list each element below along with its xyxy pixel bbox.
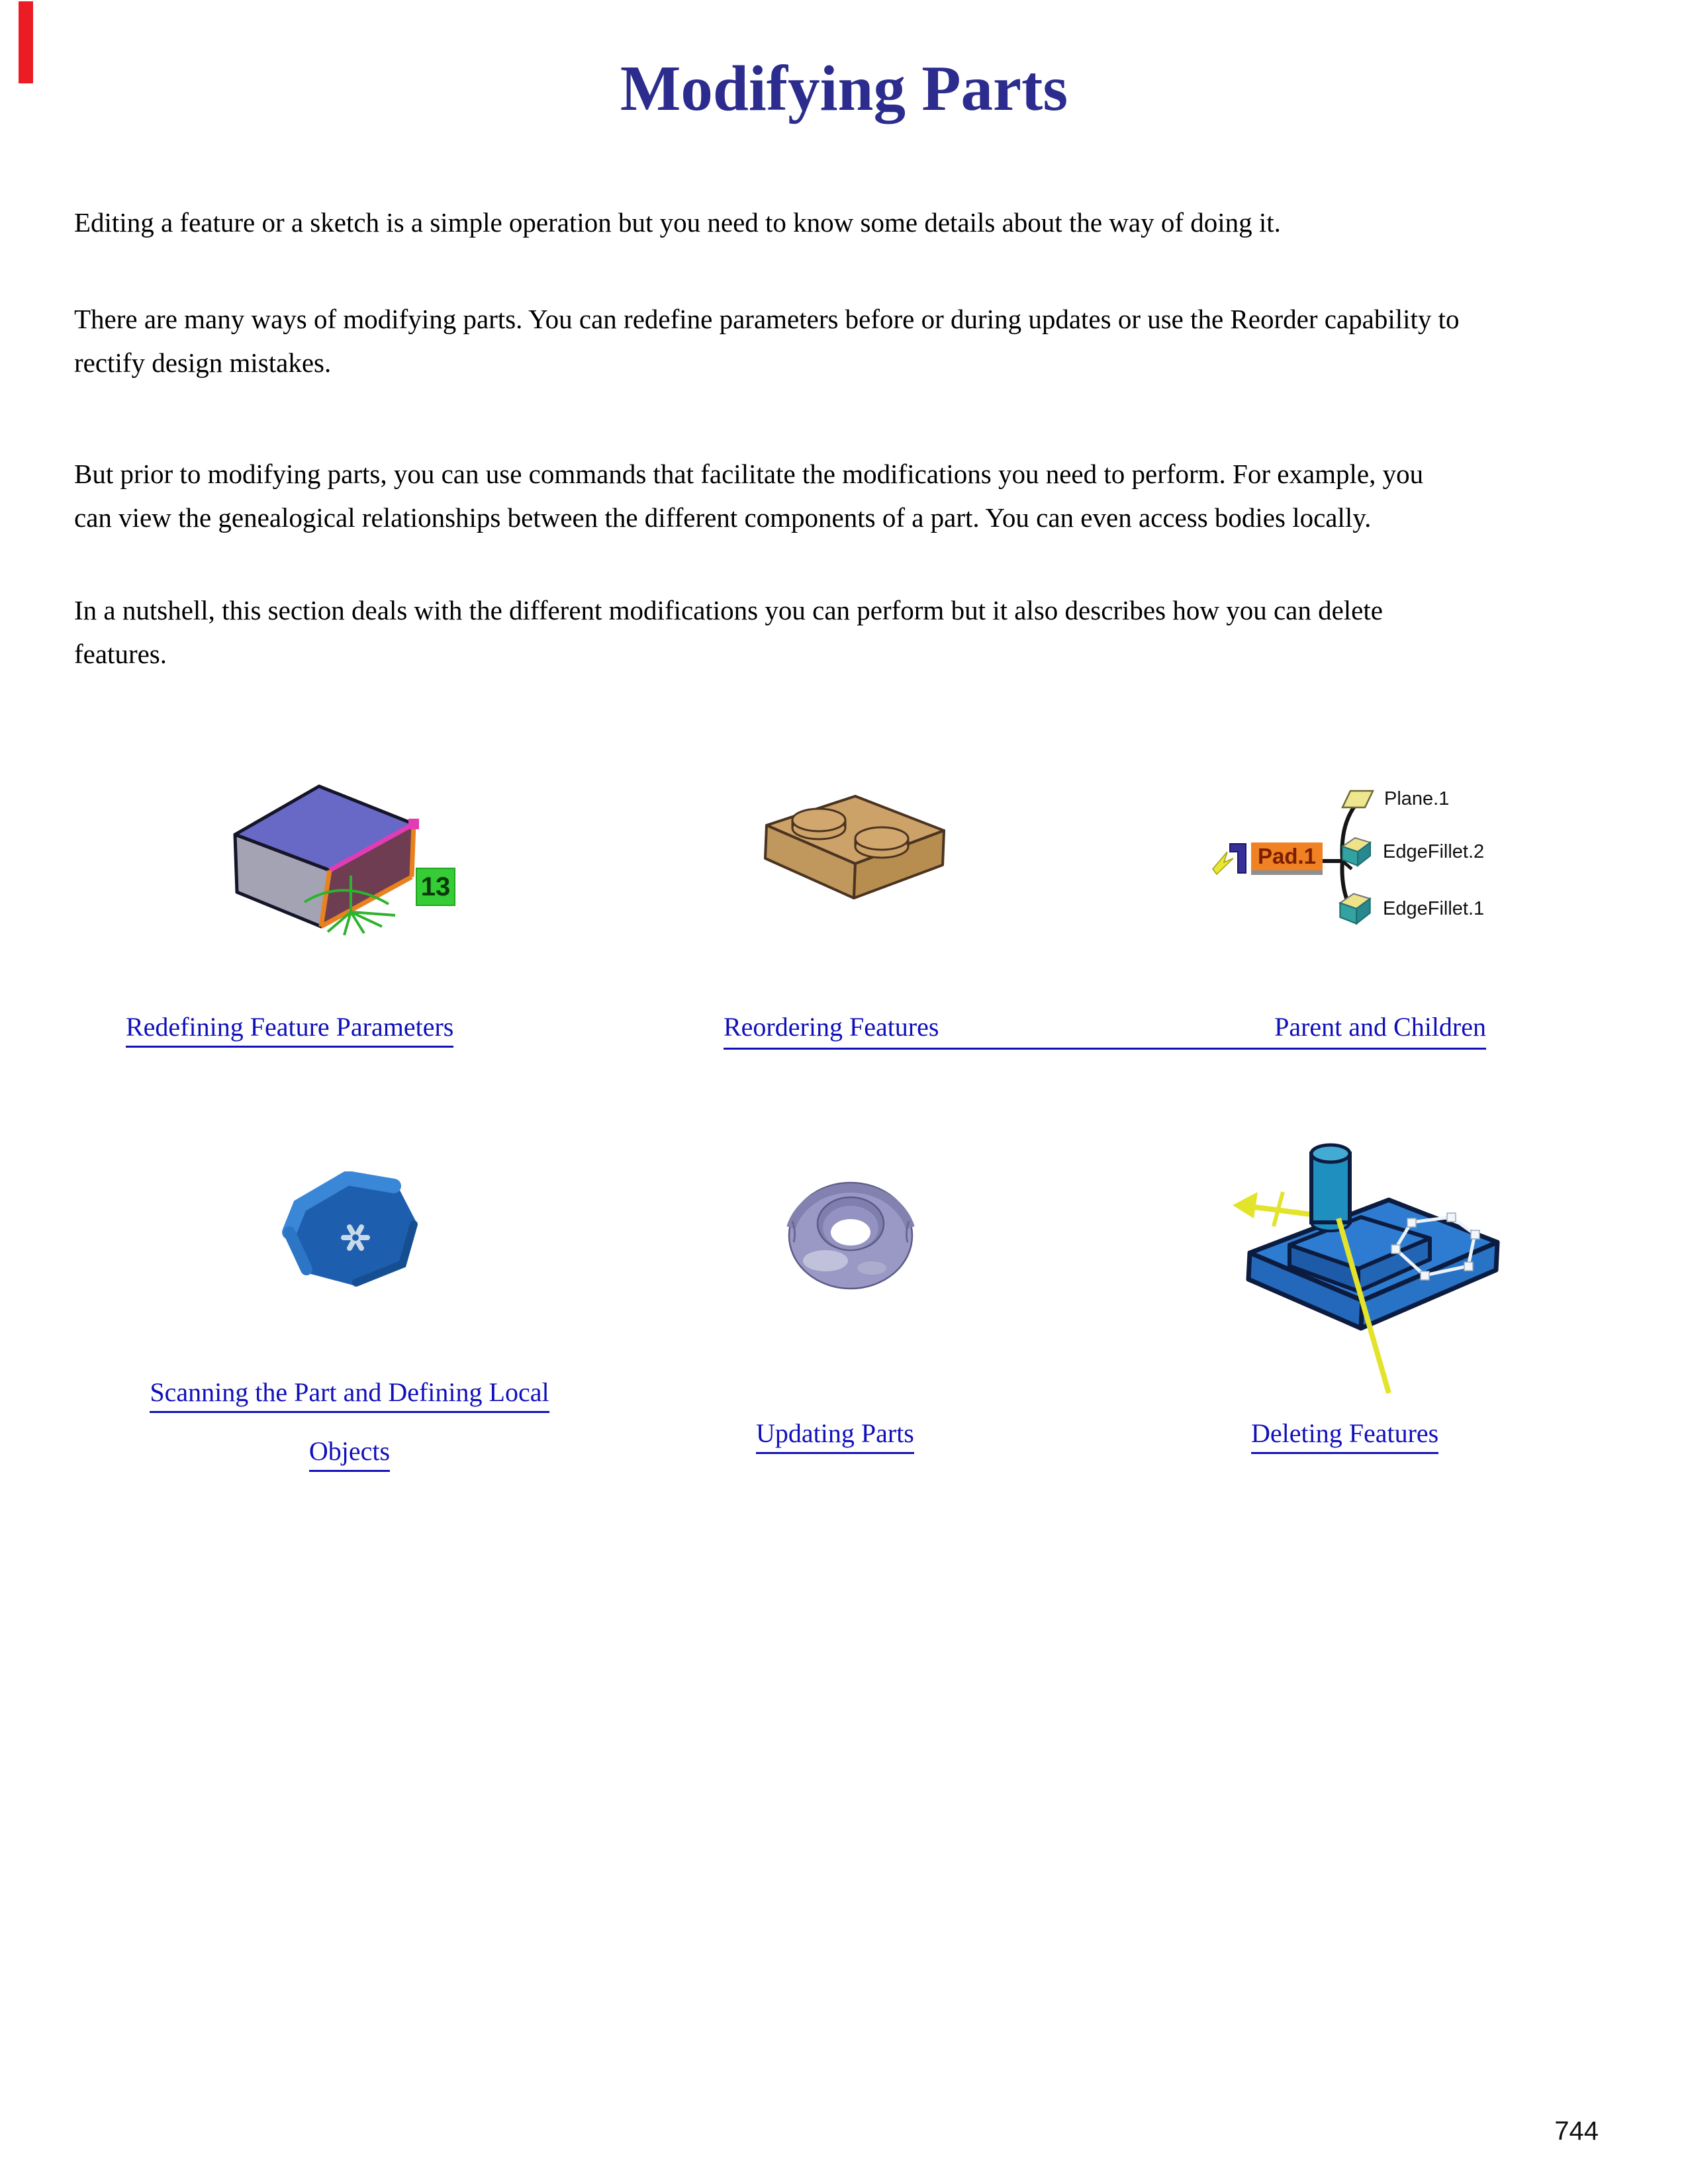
edge-fillet-icon	[1336, 890, 1374, 927]
figure-deleting-features	[1231, 1095, 1503, 1396]
tree-item-label: EdgeFillet.2	[1383, 841, 1485, 862]
page-title: Modifying Parts	[620, 53, 1068, 124]
figure-redefine-box	[228, 770, 457, 938]
tree-item-label: Plane.1	[1384, 788, 1450, 809]
tree-item-edgefillet1[interactable]	[1336, 890, 1484, 927]
figure-genealogy-tree	[1205, 770, 1536, 948]
blue-prism-drawing	[281, 1171, 420, 1287]
figure-updating-torus	[784, 1175, 920, 1291]
link-parent-and-children[interactable]: Parent and Children	[1274, 1012, 1486, 1042]
tree-item-label: EdgeFillet.1	[1383, 897, 1485, 919]
figure-reorder-brick	[755, 784, 953, 907]
brick-3d-drawing	[755, 784, 953, 907]
paragraph-prior: But prior to modifying parts, you can use commands that facilitate the modifications you need to perform. For example, you can view the genealogical relationships between the different components of a part. You can even access bodies locally.	[74, 459, 1424, 533]
tree-item-plane[interactable]	[1340, 780, 1449, 817]
link-scanning-part-line2[interactable]: Objects	[309, 1435, 390, 1472]
torus-drawing	[784, 1175, 920, 1291]
paragraph-editing: Editing a feature or a sketch is a simple operation but you need to know some details about the way of doing it.	[74, 207, 1281, 238]
tree-item-edgefillet2[interactable]	[1339, 833, 1484, 870]
caption-underline-row	[724, 1011, 1486, 1050]
plane-icon	[1340, 788, 1375, 810]
paragraph-many-ways: There are many ways of modifying parts. You can redefine parameters before or during updates or use the Reorder capability to rectify design mistakes.	[74, 304, 1460, 378]
edge-fillet-icon	[1339, 835, 1374, 869]
paragraph-nutshell: In a nutshell, this section deals with the different modifications you can perform but it also describes how you can delete features.	[74, 595, 1383, 669]
page-number: 744	[1554, 2116, 1599, 2146]
box-3d-drawing	[228, 770, 457, 938]
dimension-value-label: 13	[416, 868, 455, 906]
link-redefining-feature-parameters[interactable]: Redefining Feature Parameters	[126, 1011, 453, 1048]
pad-plate-drawing	[1231, 1095, 1503, 1396]
figure-scanning-part	[281, 1171, 420, 1287]
caption-scanning-block	[118, 1377, 581, 1472]
link-updating-parts[interactable]: Updating Parts	[756, 1418, 914, 1454]
pad-icon	[1210, 839, 1248, 877]
link-reordering-features[interactable]: Reordering Features	[724, 1012, 939, 1042]
link-scanning-part-line1[interactable]: Scanning the Part and Defining Local	[150, 1377, 549, 1413]
link-deleting-features[interactable]: Deleting Features	[1251, 1418, 1438, 1454]
tree-root-pad-label[interactable]: Pad.1	[1251, 842, 1323, 875]
